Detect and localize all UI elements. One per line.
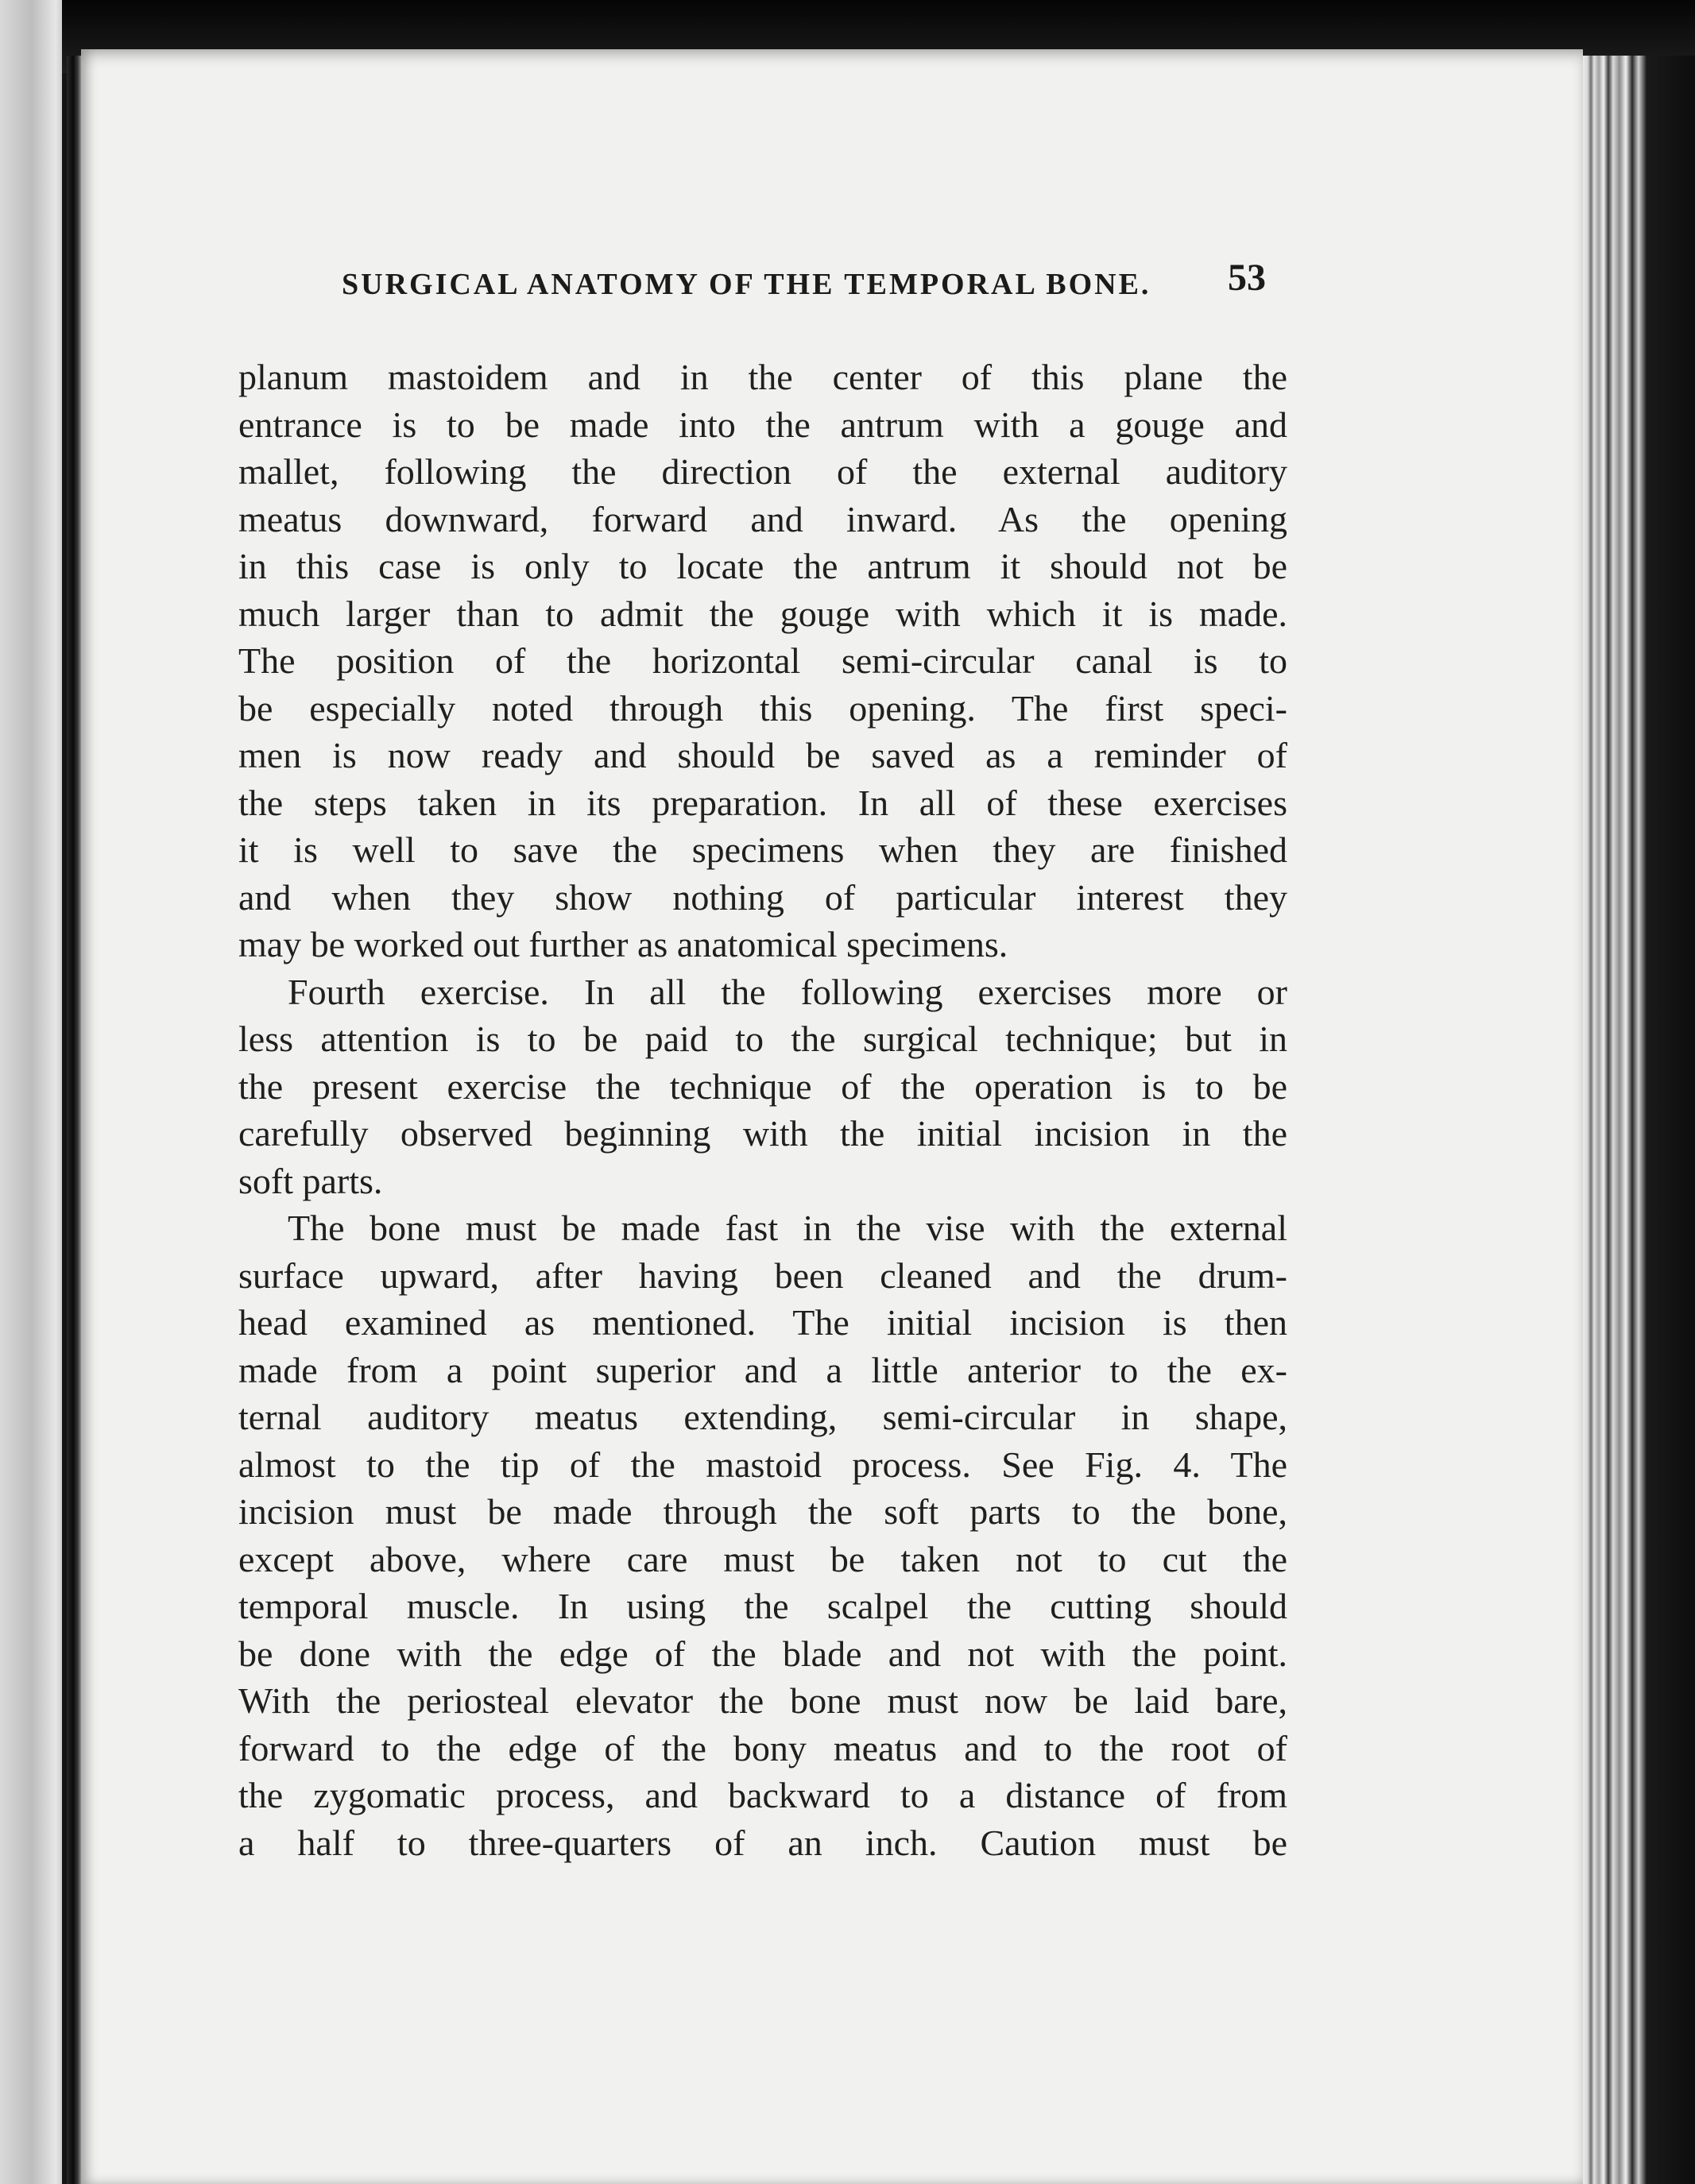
- text-line: and when they show nothing of particular interest they: [238, 876, 1287, 918]
- text-line: ternal auditory meatus extending, semi-circular in shape,: [238, 1397, 1287, 1437]
- text-line: it is well to save the specimens when they are finished: [238, 829, 1287, 870]
- scan-left-margin: [0, 0, 62, 2184]
- text-line: a half to three-quarters of an inch. Caution must be: [238, 1822, 1287, 1863]
- text-line: the zygomatic process, and backward to a distance of from: [238, 1775, 1287, 1815]
- text-line: be especially noted through this opening. The first speci-: [238, 687, 1287, 729]
- text-line: planum mastoidem and in the center of this plane the: [238, 357, 1287, 397]
- text-line: the present exercise the technique of the operation is to be: [238, 1065, 1287, 1107]
- page-left-edge: [67, 56, 83, 2184]
- text-line: men is now ready and should be saved as a reminder of: [238, 735, 1287, 775]
- text-line: the steps taken in its preparation. In all of these exercises: [238, 782, 1287, 823]
- text-line: except above, where care must be taken not to cut the: [238, 1538, 1287, 1579]
- page-stack-edges: [1583, 56, 1695, 2184]
- text-line: meatus downward, forward and inward. As the opening: [238, 498, 1287, 539]
- text-line: be done with the edge of the blade and not with the point.: [238, 1633, 1287, 1674]
- text-line: With the periosteal elevator the bone must now be laid bare,: [238, 1680, 1287, 1721]
- text-line: almost to the tip of the mastoid process. See Fig. 4. The: [238, 1444, 1287, 1485]
- text-line: Fourth exercise. In all the following exercises more or: [288, 971, 1287, 1012]
- text-line: incision must be made through the soft parts to the bone,: [238, 1491, 1287, 1532]
- text-line: carefully observed beginning with the initial incision in the: [238, 1113, 1287, 1154]
- text-line: less attention is to be paid to the surgical technique; but in: [238, 1019, 1287, 1059]
- running-head: SURGICAL ANATOMY OF THE TEMPORAL BONE.: [342, 268, 1151, 301]
- text-line: mallet, following the direction of the external auditory: [238, 451, 1287, 492]
- text-line: surface upward, after having been cleaned and the drum-: [238, 1254, 1287, 1296]
- text-line: head examined as mentioned. The initial incision is then: [238, 1302, 1287, 1343]
- text-line: in this case is only to locate the antrum it should not be: [238, 546, 1287, 586]
- text-line: forward to the edge of the bony meatus and to the root of: [238, 1727, 1287, 1768]
- text-line: The bone must be made fast in the vise with the external: [288, 1208, 1287, 1248]
- body-text: [238, 354, 1287, 1866]
- text-line: soft parts.: [238, 1160, 383, 1201]
- text-line: The position of the horizontal semi-circular canal is to: [238, 640, 1287, 681]
- text-line: much larger than to admit the gouge with which it is made.: [238, 593, 1287, 634]
- text-line: entrance is to be made into the antrum with a gouge and: [238, 404, 1287, 445]
- text-line: temporal muscle. In using the scalpel the cutting should: [238, 1586, 1287, 1626]
- text-line: may be worked out further as anatomical specimens.: [238, 924, 1008, 964]
- text-line: made from a point superior and a little anterior to the ex-: [238, 1349, 1287, 1390]
- page-number: 53: [1228, 257, 1266, 299]
